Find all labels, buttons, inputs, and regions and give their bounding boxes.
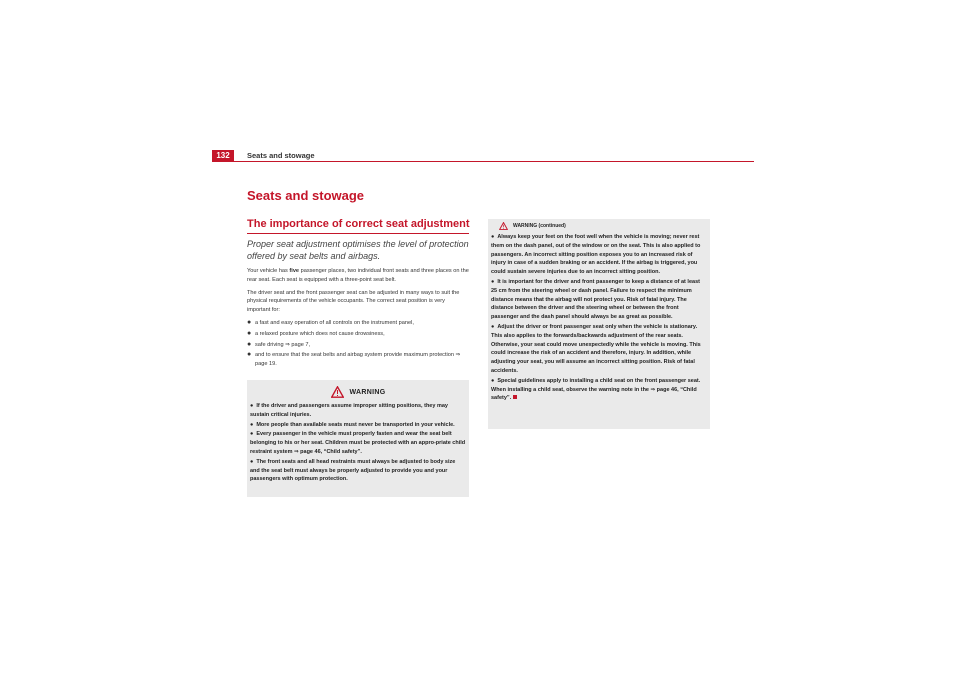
emphasis: five	[289, 268, 300, 274]
chapter-title: Seats and stowage	[247, 188, 365, 203]
paragraph-1: Your vehicle has five passenger places, two individual front seats and three places on the rear seat. Each seat is equipped with a three-point seat belt.	[247, 268, 469, 283]
warning-continued-header	[499, 222, 707, 230]
warning-header	[250, 386, 466, 398]
bullet-icon: ●	[247, 340, 252, 348]
bullet-icon: ●	[247, 318, 252, 326]
warning-label: WARNING	[349, 388, 386, 396]
warning-item: ● Every passenger in the vehicle must properly fasten and wear the seat belt belonging to his or her seat. Children must be protected with an appro-priate child restraint system ⇒ page 46, “Child safety”.	[250, 431, 466, 455]
warning-triangle-icon	[499, 222, 508, 230]
paragraph-2: The driver seat and the front passenger seat can be adjusted in many ways to suit the physical requirements of the vehicle occupants. The correct seat position is very important for:	[247, 289, 460, 314]
list-item: ● a fast and easy operation of all controls on the instrument panel,	[247, 318, 414, 326]
section-title: The importance of correct seat adjustment	[247, 218, 470, 230]
bullet-icon: ●	[250, 458, 254, 465]
warning-item: ● If the driver and passengers assume improper sitting positions, they may sustain critical injuries.	[250, 403, 448, 418]
warning-item: ● The front seats and all head restraints must always be adjusted to body size and the seat belt must always be properly adjusted to provide you and your passengers with optimum protection.	[250, 458, 456, 483]
warning-continued-box	[488, 219, 710, 429]
warning-item: ● Adjust the driver or front passenger seat only when the vehicle is stationary. This also applies to the forwards/backwards adjustment of the rear seats. Otherwise, your seat could move unexpectedly while the vehicle is moving. This could increase the risk of an accident and therefore, injury. In addition, while adjusting your seat, you will assume an incorrect sitting position. Risk of fatal accidents.	[491, 323, 701, 374]
bullet-icon: ●	[491, 377, 495, 384]
running-header: Seats and stowage	[247, 151, 315, 160]
warning-item: ● Special guidelines apply to installing a child seat on the front passenger seat. When installing a child seat, observe the warning note in the ⇒ page 46, “Child safety”.	[491, 377, 701, 402]
warning-continued-label: WARNING (continued)	[513, 223, 566, 229]
list-item: ● safe driving ⇒ page 7,	[247, 340, 311, 348]
section-divider	[247, 233, 469, 234]
header-divider	[212, 161, 754, 162]
bullet-icon: ●	[491, 234, 495, 240]
page-number: 132	[212, 150, 234, 161]
bullet-list	[247, 319, 469, 369]
bullet-icon: ●	[250, 403, 254, 409]
bullet-icon: ●	[491, 323, 495, 330]
bullet-icon: ●	[491, 278, 495, 285]
bullet-icon: ●	[250, 421, 254, 428]
warning-item: ● More people than available seats must never be transported in your vehicle.	[250, 421, 455, 428]
warning-box	[247, 380, 469, 497]
section-intro: Proper seat adjustment optimises the level of protection offered by seat belts and airbags.	[247, 239, 469, 261]
bullet-icon: ●	[250, 431, 254, 438]
warning-item: ● It is important for the driver and front passenger to keep a distance of at least 25 cm from the steering wheel or dash panel. Failure to respect the minimum distance means that the airbag will not protect you. Risk of fatal injury. The distance between the driver and the steering wheel or between the front passenger and the dash panel should always be as great as possible.	[491, 278, 700, 321]
warning-item: ● Always keep your feet on the foot well when the vehicle is moving; never rest them on the dash panel, out of the window or on the seat. This is also applied to passengers. An incorrect sitting position exposes you to an increased risk of injury in case of a sudden braking or an accident. If the airbag is triggered, you could sustain severe injuries due to an incorrect sitting position.	[491, 234, 701, 276]
list-item: ● a relaxed posture which does not cause drowsiness,	[247, 329, 385, 337]
bullet-icon: ●	[247, 351, 252, 359]
warning-triangle-icon	[331, 386, 344, 398]
body-text	[247, 267, 469, 371]
warning-list	[250, 402, 466, 484]
bullet-icon: ●	[247, 329, 252, 337]
warning-continued-list	[491, 233, 707, 403]
section-end-marker	[513, 395, 517, 399]
list-item: ● and to ensure that the seat belts and airbag system provide maximum protection ⇒ page 19.	[247, 351, 461, 368]
